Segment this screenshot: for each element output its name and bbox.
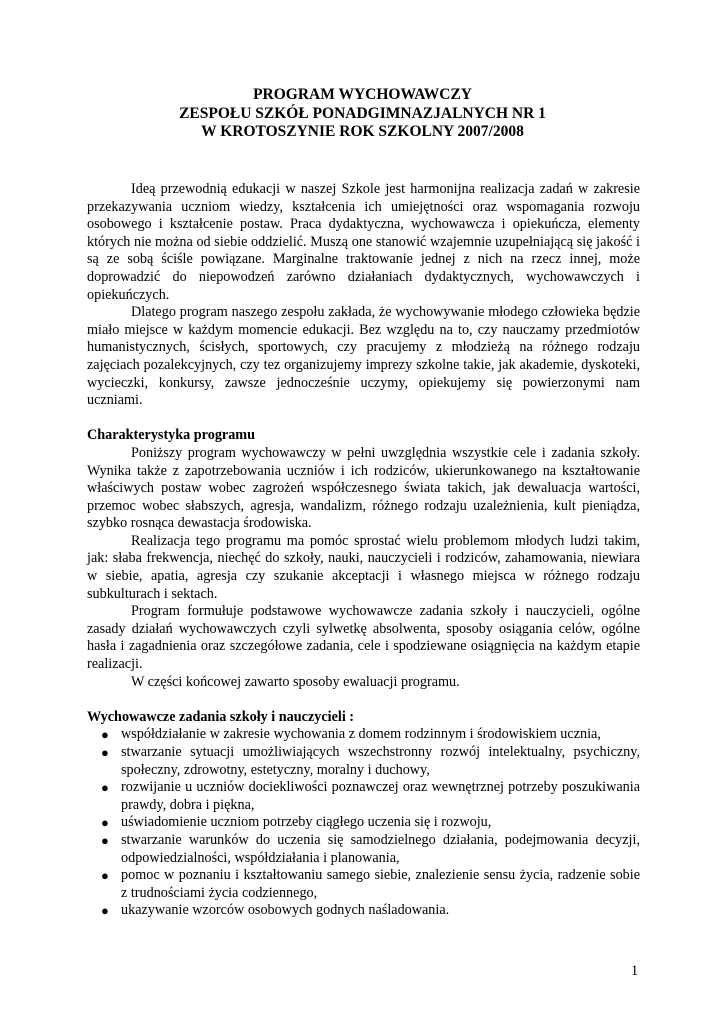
list-item — [87, 779, 640, 814]
list-item — [87, 867, 640, 902]
title-line-2: ZESPOŁU SZKÓŁ PONADGIMNAZJALNYCH NR 1 — [179, 104, 546, 122]
document-body — [87, 181, 640, 920]
bullet-icon: ● — [101, 832, 109, 848]
spacer — [87, 410, 640, 428]
tasks-list — [87, 726, 640, 920]
intro-paragraph-2: Dlatego program naszego zespołu zakłada, że wychowywanie młodego człowieka będzie miało miejsce w każdym momencie edukacji. Bez względu na to, czy nauczamy przedmiotów humanistycznych, ścisłych, sportowych, czy pracujemy z młodzieżą na różnego rodzaju zajęciach pozalekcyjnych, czy tez organizujemy imprezy szkolne takie, jak akademie, dyskoteki, wycieczki, konkursy, zawsze jednocześnie uczymy, opiekujemy się powierzonymi nam uczniami. — [87, 304, 640, 409]
bullet-icon: ● — [101, 815, 109, 831]
intro-paragraph-1: Ideą przewodnią edukacji w naszej Szkole jest harmonijna realizacja zadań w zakresie przekazywania uczniom wiedzy, kształcenia ich umiejętności oraz wspomagania rozwoju osobowego i kształcenie postaw. Praca dydaktyczna, wychowawcza i opiekuńcza, elementy których nie można od siebie oddzielić. Muszą one stanowić wzajemnie uzupełniającą się jakość i są ze sobą ściśle powiązane. Marginalne traktowanie jednej z nich na rzecz innej, może doprowadzić do niepowodzeń zarówno działaniach dydaktycznych, wychowawczych i opiekuńczych. — [87, 181, 640, 303]
section-heading-tasks: Wychowawcze zadania szkoły i nauczycieli : — [87, 708, 355, 725]
document-title — [0, 86, 725, 142]
list-item — [87, 832, 640, 867]
list-item-text: stwarzanie warunków do uczenia się samodzielnego działania, podejmowania decyzji, odpowiedzialności, współdziałania i planowania, — [121, 831, 640, 866]
bullet-icon: ● — [101, 745, 109, 760]
bullet-icon: ● — [101, 727, 109, 743]
list-item — [87, 814, 640, 832]
bullet-icon: ● — [101, 780, 109, 796]
section-heading-characteristics: Charakterystyka programu — [87, 427, 256, 444]
list-item-text: współdziałanie w zakresie wychowania z domem rodzinnym i środowiskiem ucznia, — [121, 726, 601, 743]
list-item-text: stwarzanie sytuacji umożliwiających wszechstronny rozwój intelektualny, psychiczny, społeczny, zdrowotny, estetyczny, moralny i duchowy, — [121, 744, 640, 778]
list-item-text: pomoc w poznaniu i kształtowaniu samego siebie, znalezienie sensu życia, radzenie sobie z trudnościami życia codziennego, — [121, 867, 640, 901]
characteristics-paragraph-2: Realizacja tego programu ma pomóc sprostać wielu problemom młodych ludzi takim, jak: słaba frekwencja, niechęć do szkoły, nauki, nauczycieli i rodziców, zahamowania, niewiara w siebie, apatia, agresja czy szukanie akceptacji i własnego miejsca w różnego rodzaju subkulturach i sektach. — [87, 532, 640, 602]
list-item-text: ukazywanie wzorców osobowych godnych naśladowania. — [121, 902, 450, 919]
characteristics-paragraph-4: W części końcowej zawarto sposoby ewaluacji programu. — [131, 673, 460, 690]
characteristics-paragraph-1: Poniższy program wychowawczy w pełni uwzględnia wszystkie cele i zadania szkoły. Wynika także z zapotrzebowania uczniów i ich rodziców, ukierunkowanego na kształtowanie właściwych postaw wobec zagrożeń współczesnego świata takich, jak dewaluacja wartości, przemoc wobec słabszych, agresja, wandalizm, różnego rodzaju uzależnienia, kult pieniądza, szybko rosnąca dewastacja środowiska. — [87, 444, 640, 532]
bullet-icon: ● — [101, 868, 109, 884]
list-item-text: rozwijanie u uczniów dociekliwości poznawczej oraz wewnętrznej potrzeby poszukiwania prawdy, dobra i piękna, — [121, 779, 640, 813]
characteristics-paragraph-3: Program formułuje podstawowe wychowawcze zadania szkoły i nauczycieli, ogólne zasady działań wychowawczych czyli sylwetkę absolwenta, sposoby osiągania celów, ogólne hasła i zagadnienia oraz szczegółowe zadania, cele i spodziewane osiągnięcia na każdym etapie realizacji. — [87, 603, 640, 673]
list-item — [87, 744, 640, 779]
title-line-3: W KROTOSZYNIE ROK SZKOLNY 2007/2008 — [201, 123, 524, 140]
title-line-1: PROGRAM WYCHOWAWCZY — [253, 86, 472, 103]
page-number: 1 — [631, 963, 639, 979]
spacer — [87, 691, 640, 709]
list-item — [87, 902, 640, 920]
bullet-icon: ● — [101, 903, 109, 919]
list-item — [87, 726, 640, 744]
list-item-text: uświadomienie uczniom potrzeby ciągłego uczenia się i rozwoju, — [121, 814, 492, 831]
